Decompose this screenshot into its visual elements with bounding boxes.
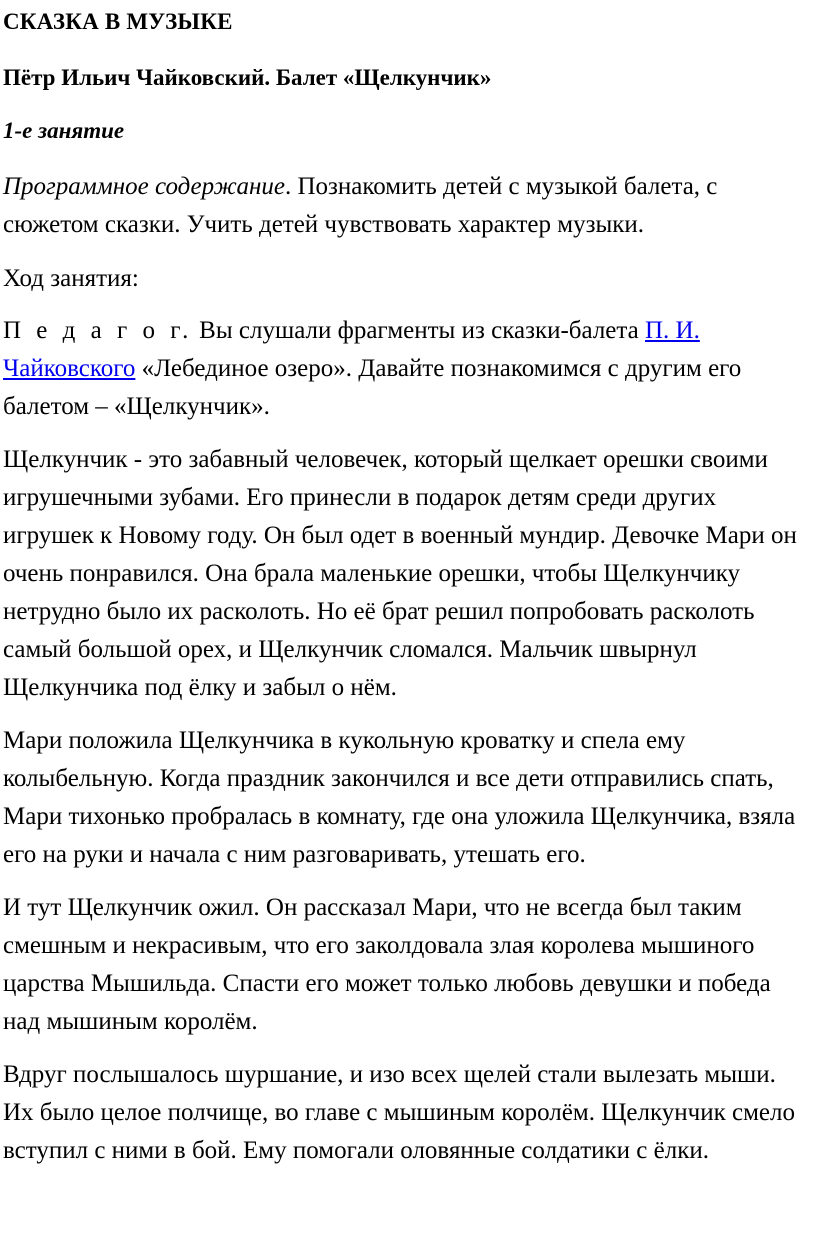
document-title: СКАЗКА В МУЗЫКЕ xyxy=(3,9,233,34)
program-label: Программное содержание xyxy=(3,173,285,200)
program-paragraph xyxy=(3,168,812,244)
teacher-text-before: Вы слушали фрагменты из сказки-балета xyxy=(192,317,645,344)
program-text: . Познакомить детей с музыкой балета, с сюжетом сказки. Учить детей чувствовать характер музыки. xyxy=(3,173,718,238)
document-subtitle: Пётр Ильич Чайковский. Балет «Щелкунчик» xyxy=(3,65,492,90)
teacher-text-after: «Лебединое озеро». Давайте познакомимся с другим его балетом – «Щелкунчик». xyxy=(3,355,742,420)
teacher-paragraph xyxy=(3,312,812,426)
story-paragraph-3: И тут Щелкунчик ожил. Он рассказал Мари, что не всегда был таким смешным и некрасивым, что его заколдовала злая королева мышиного царства Мышильда. Спасти его может только любовь девушки и победа над мышиным королём. xyxy=(3,894,771,1035)
story-paragraph-1: Щелкунчик - это забавный человечек, который щелкает орешки своими игрушечными зубами. Его принесли в подарок детям среди других игрушек к Новому году. Он был одет в военный мундир. Девочке Мари он очень понравился. Она брала маленькие орешки, чтобы Щелкунчику нетрудно было их расколоть. Но её брат решил попробовать расколоть самый большой орех, и Щелкунчик сломался. Мальчик швырнул Щелкунчика под ёлку и забыл о нём. xyxy=(3,446,797,701)
teacher-label: П е д а г о г. xyxy=(3,317,193,344)
composer-link[interactable]: П. И. Чайковского xyxy=(3,317,700,382)
story-paragraph-4: Вдруг послышалось шуршание, и изо всех щелей стали вылезать мыши. Их было целое полчище, во главе с мышиным королём. Щелкунчик смело вступил с ними в бой. Ему помогали оловянные солдатики с ёлки. xyxy=(3,1061,795,1164)
story-paragraph-2: Мари положила Щелкунчика в кукольную кроватку и спела ему колыбельную. Когда праздник закончился и все дети отправились спать, Мари тихонько пробралась в комнату, где она уложила Щелкунчика, взяла его на руки и начала с ним разговаривать, утешать его. xyxy=(3,727,796,868)
lesson-heading: 1-е занятие xyxy=(3,118,125,143)
course-label: Ход занятия: xyxy=(3,265,139,292)
